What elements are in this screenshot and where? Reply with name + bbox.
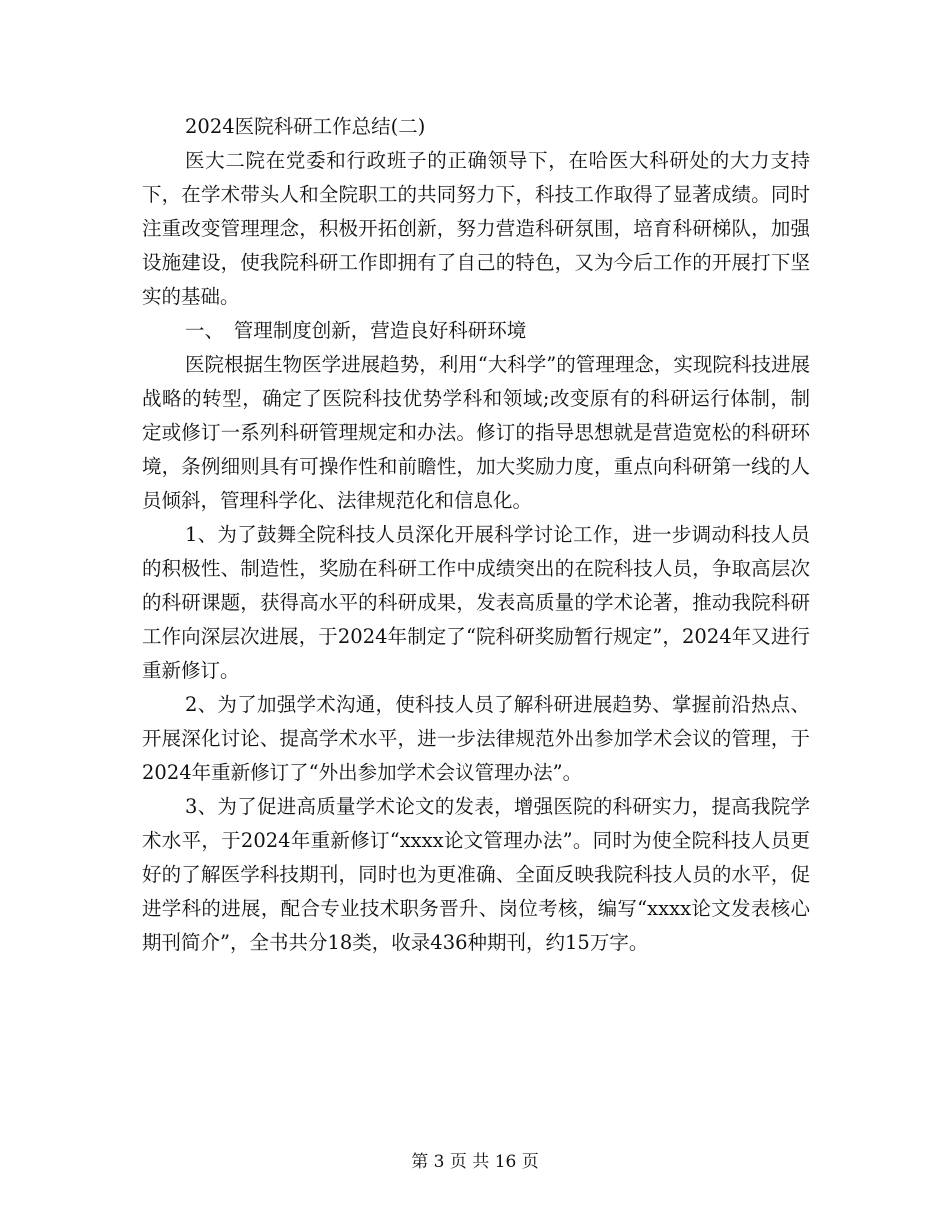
document-title: 2024医院科研工作总结(二) [185, 115, 426, 138]
page-number-footer: 第 3 页 共 16 页 [411, 1152, 539, 1172]
document-body [142, 110, 810, 960]
paragraph-item-2: 2、为了加强学术沟通，使科技人员了解科研进展趋势、掌握前沿热点、开展深化讨论、提高学术水平，进一步法律规范外出参加学术会议的管理，于2024年重新修订了“外出参加学术会议管理办法”。 [142, 693, 810, 784]
section-heading-1: 一、 管理制度创新，营造良好科研环境 [185, 319, 527, 342]
paragraph-intro: 医大二院在党委和行政班子的正确领导下，在哈医大科研处的大力支持下，在学术带头人和全院职工的共同努力下，科技工作取得了显著成绩。同时注重改变管理理念，积极开拓创新，努力营造科研氛围，培育科研梯队，加强设施建设，使我院科研工作即拥有了自己的特色，又为今后工作的开展打下坚实的基础。 [142, 149, 810, 308]
paragraph-item-3: 3、为了促进高质量学术论文的发表，增强医院的科研实力，提高我院学术水平，于2024年重新修订“xxxx论文管理办法”。同时为使全院科技人员更好的了解医学科技期刊，同时也为更准确、全面反映我院科技人员的水平，促进学科的进展，配合专业技术职务晋升、岗位考核，编写“xxxx论文发表核心期刊简介”，全书共分18类，收录436种期刊，约15万字。 [142, 795, 810, 954]
paragraph-management: 医院根据生物医学进展趋势，利用“大科学”的管理理念，实现院科技进展战略的转型，确定了医院科技优势学科和领域;改变原有的科研运行体制，制定或修订一系列科研管理规定和办法。修订的指导思想就是营造宽松的科研环境，条例细则具有可操作性和前瞻性，加大奖励力度，重点向科研第一线的人员倾斜，管理科学化、法律规范化和信息化。 [142, 353, 810, 512]
paragraph-item-1: 1、为了鼓舞全院科技人员深化开展科学讨论工作，进一步调动科技人员的积极性、制造性，奖励在科研工作中成绩突出的在院科技人员，争取高层次的科研课题，获得高水平的科研成果，发表高质量的学术论著，推动我院科研工作向深层次进展，于2024年制定了“院科研奖励暂行规定”，2024年又进行重新修订。 [142, 523, 810, 682]
